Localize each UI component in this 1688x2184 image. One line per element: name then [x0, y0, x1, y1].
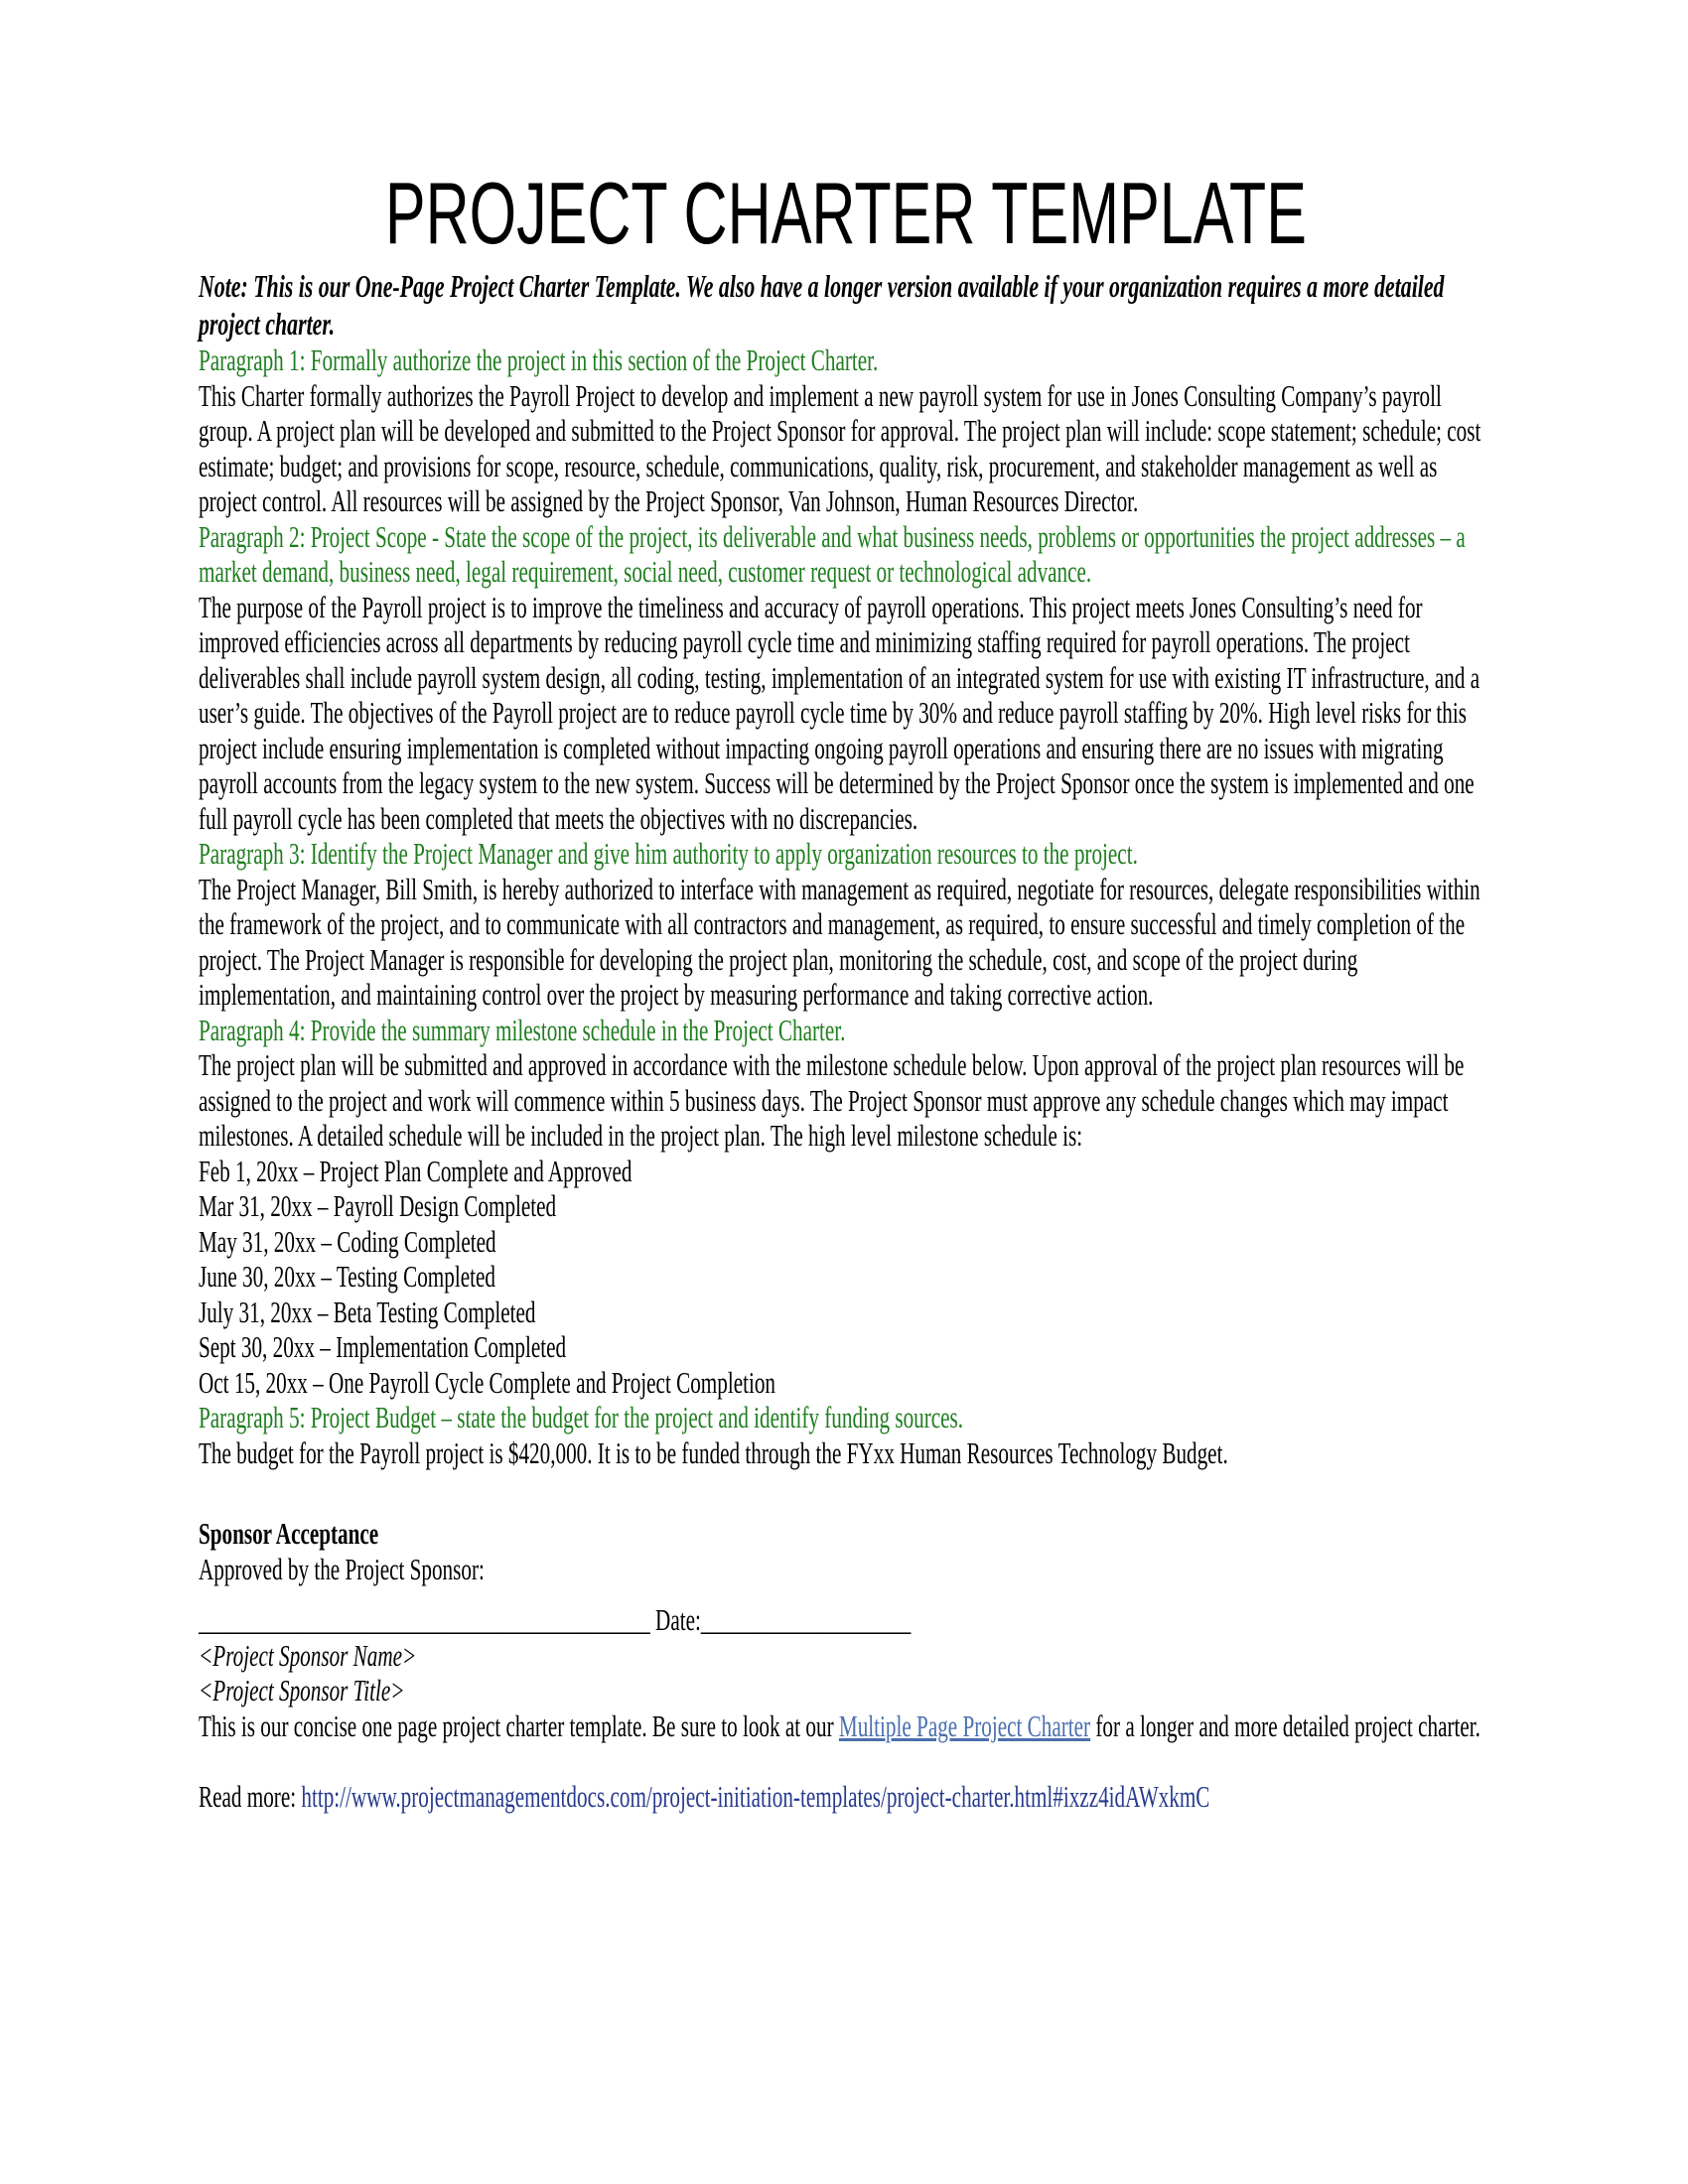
milestone-item: July 31, 20xx – Beta Testing Completed: [199, 1295, 536, 1329]
paragraph-4-body: The project plan will be submitted and approved in accordance with the milestone schedule below. Upon approval of the project plan resources will be assigned to the project and work will commence within 5 business days. The Project Sponsor must approve any schedule changes which may impact milestones. A detailed schedule will be included in the project plan. The high level milestone schedule is:: [199, 1048, 1465, 1153]
approved-by-line: Approved by the Project Sponsor:: [199, 1552, 485, 1586]
paragraph-5-body: The budget for the Payroll project is $420,000. It is to be funded through the FYxx Human Resources Technology Budget.: [199, 1435, 1228, 1470]
sponsor-title-placeholder: <Project Sponsor Title>: [199, 1674, 405, 1707]
closing-text-after: for a longer and more detailed project charter.: [1090, 1708, 1480, 1743]
milestone-item: Sept 30, 20xx – Implementation Completed: [199, 1330, 567, 1364]
paragraph-5-heading: Paragraph 5: Project Budget – state the budget for the project and identify funding sources.: [199, 1401, 964, 1434]
sponsor-acceptance-heading: Sponsor Acceptance: [199, 1517, 379, 1551]
document-body: [199, 0, 1493, 1816]
milestone-item: May 31, 20xx – Coding Completed: [199, 1224, 496, 1259]
paragraph-1-body: This Charter formally authorizes the Payroll Project to develop and implement a new payroll system for use in Jones Consulting Company’s payroll group. A project plan will be developed and submitted to the Project Sponsor for approval. The project plan will include: scope statement; schedule; cost estimate; budget; and provisions for scope, resource, schedule, communications, quality, risk, procurement, and stakeholder management as well as project control. All resources will be assigned by the Project Sponsor, Van Johnson, Human Resources Director.: [199, 378, 1481, 518]
milestone-item: Oct 15, 20xx – One Payroll Cycle Complete and Project Completion: [199, 1365, 776, 1400]
milestone-list: [199, 1155, 1493, 1402]
paragraph-3-body: The Project Manager, Bill Smith, is hereby authorized to interface with management as required, negotiate for resources, delegate responsibilities within the framework of the project, and to communicate with all contractors and management, as required, to ensure successful and timely completion of the project. The Project Manager is responsible for developing the project plan, monitoring the schedule, cost, and scope of the project during implementation, and maintaining control over the project by measuring performance and taking corrective action.: [199, 872, 1480, 1012]
paragraph-3-heading: Paragraph 3: Identify the Project Manager and give him authority to apply organization resources to the project.: [199, 837, 1138, 871]
paragraph-4-heading: Paragraph 4: Provide the summary milestone schedule in the Project Charter.: [199, 1013, 846, 1047]
intro-note: Note: This is our One-Page Project Charter Template. We also have a longer version available if your organization requires a more detailed project charter.: [199, 269, 1445, 341]
sponsor-name-placeholder: <Project Sponsor Name>: [199, 1638, 417, 1673]
paragraph-2-body: The purpose of the Payroll project is to improve the timeliness and accuracy of payroll operations. This project meets Jones Consulting’s need for improved efficiencies across all departments by reducing payroll cycle time and minimizing staffing required for payroll operations. The project deliverables shall include payroll system design, all coding, testing, implementation of an integrated system for use with existing IT infrastructure, and a user’s guide. The objectives of the Payroll project are to reduce payroll cycle time by 30% and reduce payroll staffing by 20%. High level risks for this project include ensuring implementation is completed without impacting ongoing payroll operations and ensuring there are no issues with migrating payroll accounts from the legacy system to the new system. Success will be determined by the Project Sponsor once the system is implemented and one full payroll cycle has been completed that meets the objectives with no discrepancies.: [199, 590, 1480, 836]
milestone-item: June 30, 20xx – Testing Completed: [199, 1260, 495, 1294]
milestone-item: Mar 31, 20xx – Payroll Design Completed: [199, 1189, 557, 1223]
closing-text-before: This is our concise one page project charter template. Be sure to look at our: [199, 1708, 839, 1743]
read-more-label: Read more:: [199, 1780, 302, 1814]
paragraph-2-heading: Paragraph 2: Project Scope - State the scope of the project, its deliverable and what business needs, problems or opportunities the project addresses – a market demand, business need, legal requirement, social need, customer request or technological advance.: [199, 519, 1466, 589]
read-more-url-link[interactable]: http://www.projectmanagementdocs.com/project-initiation-templates/project-charter.html#ixzz4idAWxkmC: [301, 1780, 1210, 1814]
read-more-line: [199, 1780, 1493, 1816]
multiple-page-charter-link[interactable]: Multiple Page Project Charter: [838, 1708, 1091, 1743]
paragraph-1-heading: Paragraph 1: Formally authorize the project in this section of the Project Charter.: [199, 343, 879, 377]
closing-paragraph: [199, 1709, 1493, 1745]
milestone-item: Feb 1, 20xx – Project Plan Complete and Approved: [199, 1154, 633, 1188]
document-title: PROJECT CHARTER TEMPLATE: [384, 164, 1307, 262]
signature-date-line: ___________________________________________ Date:____________________: [199, 1603, 912, 1637]
